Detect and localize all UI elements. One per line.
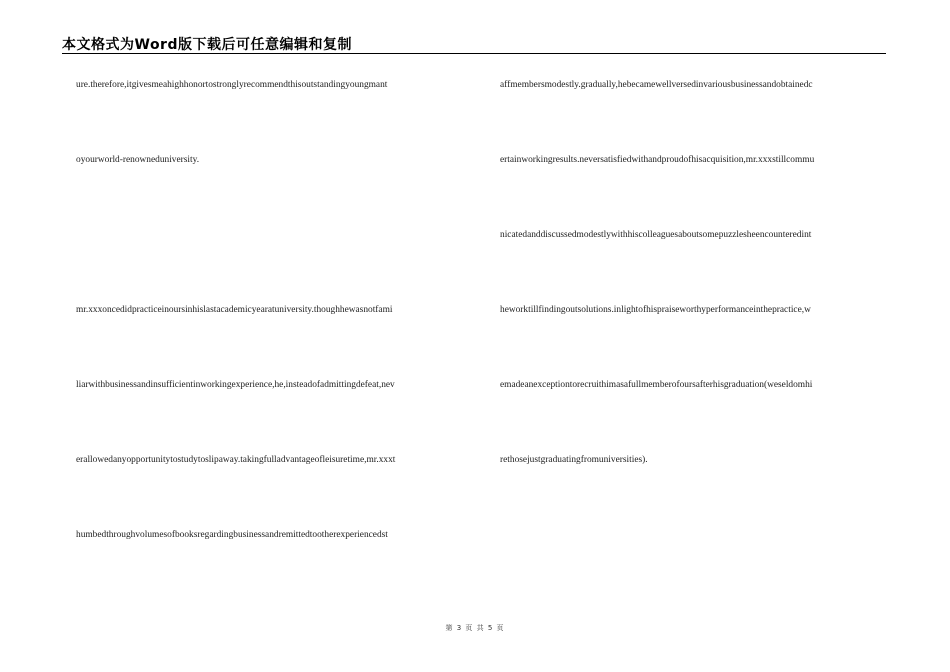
left-column-line-1: ure.therefore,itgivesmeahighhonortostronglyrecommendthisoutstandingyoungmant <box>76 80 388 90</box>
right-column-line-2: ertainworkingresults.neversatisfiedwithandproudofhisacquisition,mr.xxxstillcommu <box>500 155 815 165</box>
right-column-line-1: affmembersmodestly.gradually,hebecamewellversedinvariousbusinessandobtainedc <box>500 80 813 90</box>
right-column-line-3: nicatedanddiscussedmodestlywithhiscolleaguesaboutsomepuzzlesheencounteredint <box>500 230 812 240</box>
left-column-line-6: humbedthroughvolumesofbooksregardingbusinessandremittedtootherexperiencedst <box>76 530 388 540</box>
left-column-line-2: oyourworld-renowneduniversity. <box>76 155 200 165</box>
right-column-line-5: emadeanexceptiontorecruithimasafullmemberofoursafterhisgraduation(weseldomhi <box>500 380 813 390</box>
page-number-footer: 第 3 页 共 5 页 <box>445 624 505 632</box>
right-column-line-6: rethosejustgraduatingfromuniversities). <box>500 455 648 465</box>
right-column-line-4: heworktillfindingoutsolutions.inlightofhispraiseworthyperformanceinthepractice,w <box>500 305 811 315</box>
left-column-line-4: liarwithbusinessandinsufficientinworkingexperience,he,insteadofadmittingdefeat,nev <box>76 380 395 390</box>
left-column-line-3: mr.xxxoncedidpracticeinoursinhislastacademicyearatuniversity.thoughhewasnotfami <box>76 305 393 315</box>
left-column-line-5: erallowedanyopportunitytostudytoslipaway.takingfulladvantageofleisuretime,mr.xxxt <box>76 455 396 465</box>
header-title: 本文格式为Word版下载后可任意编辑和复制 <box>62 37 352 53</box>
header-divider <box>62 53 886 54</box>
